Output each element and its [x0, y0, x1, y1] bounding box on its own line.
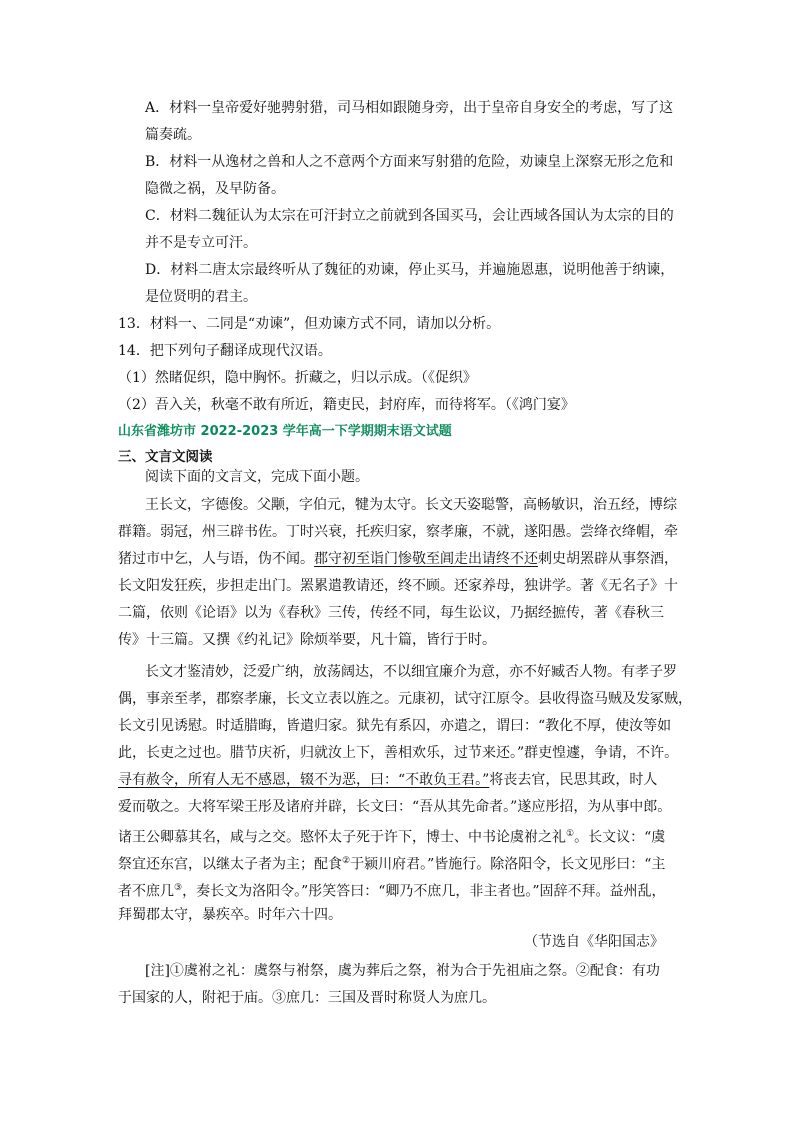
passage-p1-line3: 猪过市中乞，人与语，伪不闻。郡守初至诣门惨敬至阊走出请终不还刺史胡罴辟从事祭酒，: [118, 551, 678, 567]
passage-p2-line6: 爱而敬之。大将军梁王彤及诸府并辟，长文曰：“吾从其先命者。”遂应彤招，为从事中郎。: [118, 799, 672, 815]
passage-p2-line7: 诸王公卿慕其名，咸与之交。愍怀太子死于许下，博士、中书论虞祔之礼①。长文议：“虞: [118, 829, 666, 846]
passage-p2-line5: 寻有赦令，所宥人无不感恩，辍不为恶，曰：“不敢负王君。”将丧去官，民思其政，时人: [118, 772, 658, 788]
passage-p1-line1: 王长文，字德俊。父颙，字伯元，犍为太守。长文天姿聪警，高畅敏识，治五经，博综: [145, 497, 677, 513]
option-d-line2: 是位贤明的君主。: [145, 289, 257, 305]
passage-p2-line9: 者不庶几③，奏长文为洛阳令。”彤笑答曰：“卿乃不庶几，非主者也。”固辞不拜。益州乱，: [118, 883, 666, 900]
section-heading: 三、文言文阅读: [118, 449, 213, 465]
footnote-line1: [注]①虞祔之礼：虞祭与祔祭，虞为葬后之祭，祔为合于先祖庙之祭。②配食：有功: [145, 963, 660, 979]
question-13: 13．材料一、二同是“劝谏”，但劝谏方式不同，请加以分析。: [118, 316, 501, 332]
footnote-mark-2: ②: [342, 856, 351, 866]
option-a-line2: 篇奏疏。: [145, 127, 201, 143]
passage-p2-line8: 祭宜还东宫，以继太子者为主；配食②于颍川府君。”皆施行。除洛阳令，长文见彤曰：“主: [118, 856, 666, 873]
footnote-line2: 于国家的人，附祀于庙。③庶几：三国及晋时称贤人为庶几。: [118, 990, 496, 1006]
underlined-sentence-1: 郡守初至诣门惨敬至阊走出请终不还: [314, 551, 538, 567]
passage-p1-line6: 传》十三篇。又撰《约礼记》除烦举要，凡十篇，皆行于时。: [118, 632, 496, 648]
instruction: 阅读下面的文言文，完成下面小题。: [145, 469, 369, 485]
option-c-line1: C．材料二魏征认为太宗在可汗封立之前就到各国买马，会让西域各国认为太宗的目的: [145, 208, 674, 224]
option-c-line2: 并不是专立可汗。: [145, 235, 257, 251]
footnote-mark-3: ③: [174, 883, 183, 893]
passage-p2-line2: 偶，事亲至孝，郡察孝廉，长文立表以旌之。元康初，试守江原令。县收得盗马贼及发冢贼，: [118, 691, 692, 707]
passage-p2-line3: 长文引见诱慰。时适腊晦，皆遣归家。狱先有系囚，亦遣之，谓曰：“教化不厚，使汝等如: [118, 718, 672, 734]
source-title: 山东省潍坊市 2022-2023 学年高一下学期期末语文试题: [118, 424, 452, 439]
question-14-item-1: （1）然睹促织，隐中胸怀。折藏之，归以示成。（《促织》: [118, 370, 477, 386]
passage-p2-line4: 此，长吏之过也。腊节庆祈，归就汝上下，善相欢乐，过节来还。”群吏惶遽，争请，不许。: [118, 745, 679, 761]
underlined-sentence-2: 寻有赦令，所宥人无不感恩，辍不为恶，曰：“不敢负王君。”: [118, 772, 490, 788]
passage-p1-line4: 长文阳发狂疾，步担走出门。罴累遣教请还，终不顾。还家养母，独讲学。著《无名子》十: [118, 578, 678, 594]
option-b-line2: 隐微之祸，及早防备。: [145, 181, 285, 197]
question-14: 14．把下列句子翻译成现代汉语。: [118, 343, 332, 359]
question-14-item-2: （2）吾入关，秋毫不敢有所近，籍吏民，封府库，而待将军。（《鸿门宴》: [118, 397, 575, 413]
passage-p2-line10: 拜蜀郡太守，暴疾卒。时年六十四。: [118, 907, 342, 923]
option-a-line1: A．材料一皇帝爱好驰骋射猎，司马相如跟随身旁，出于皇帝自身安全的考虑，写了这: [145, 100, 674, 116]
passage-p1-line5: 二篇，依则《论语》以为《春秋》三传，传经不同，每生讼议，乃据经摭传，著《春秋三: [118, 605, 664, 621]
option-b-line1: B．材料一从逸材之兽和人之不意两个方面来写射猎的危险，劝谏皇上深察无形之危和: [145, 154, 674, 170]
footnote-mark-1: ①: [566, 829, 575, 839]
passage-p2-line1: 长文才鉴清妙，泛爱广纳，放荡阔达，不以细宜廉介为意，亦不好臧否人物。有孝子罗: [145, 664, 677, 680]
option-d-line1: D．材料二唐太宗最终听从了魏征的劝谏，停止买马，并遍施恩惠，说明他善于纳谏，: [145, 262, 675, 278]
passage-p1-line2: 群籍。弱冠，州三辟书佐。丁时兴衰，托疾归家，察孝廉，不就，遂阳愚。尝绛衣绛帽，牵: [118, 524, 678, 540]
source-reference: （节选自《华阳国志》: [524, 934, 664, 950]
